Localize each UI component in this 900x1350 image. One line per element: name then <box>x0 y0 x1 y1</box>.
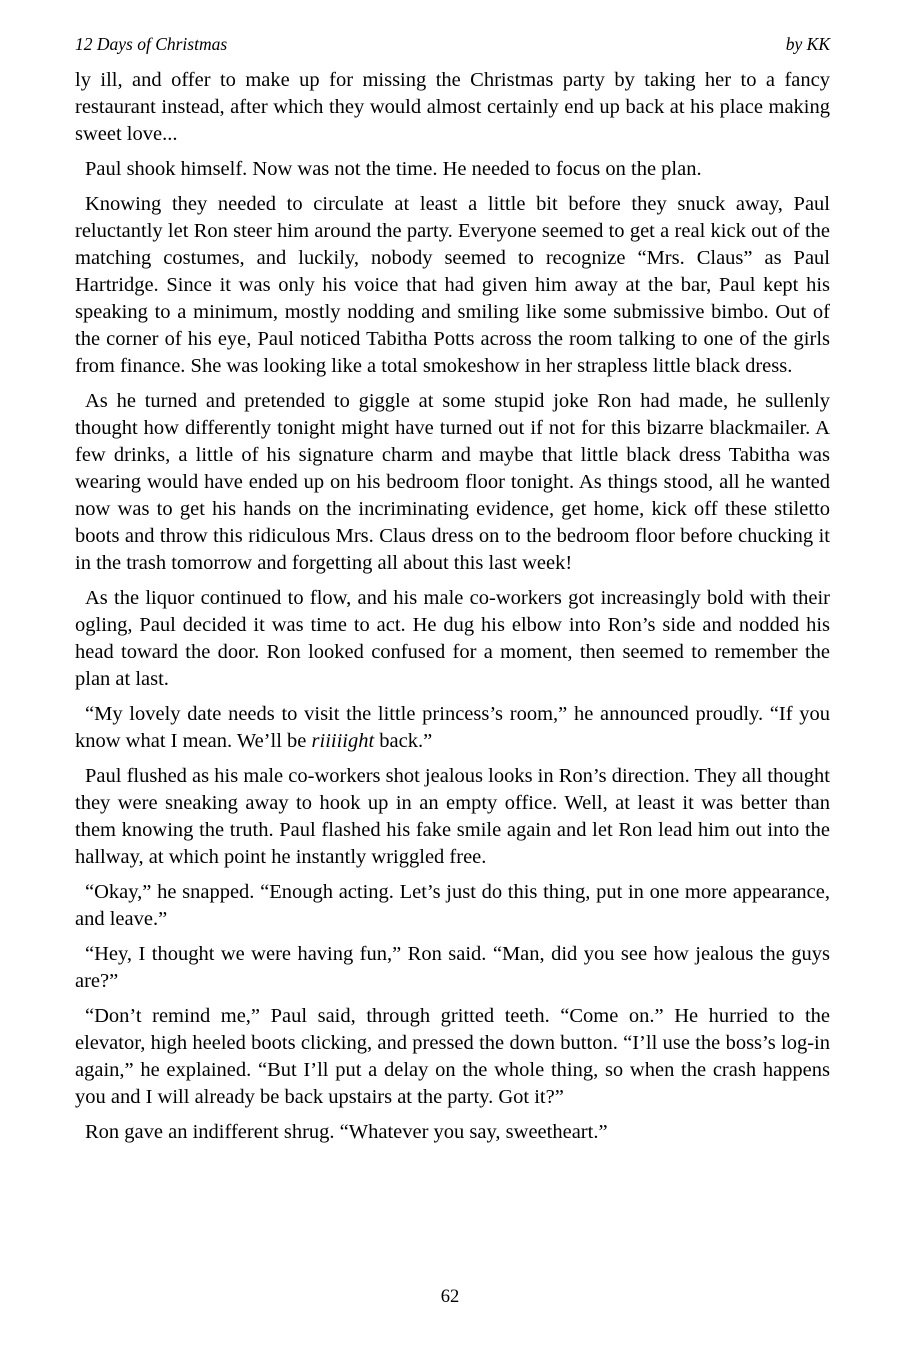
paragraph <box>75 763 830 871</box>
text-segment: Paul flushed as his male co-workers shot jealous looks in Ron’s direction. They all thought they were sneaking away to hook up in an empty office. Well, at least it was better than them knowing the truth. Paul flashed his fake smile again and let Ron lead him out into the hallway, at which point he instantly wriggled free. <box>75 765 830 868</box>
text-segment: “Hey, I thought we were having fun,” Ron said. “Man, did you see how jealous the guys are?” <box>75 943 830 992</box>
paragraph <box>75 941 830 995</box>
paragraph <box>75 191 830 380</box>
paragraph <box>75 879 830 933</box>
italic-text-segment: riiiiight <box>311 730 375 752</box>
paragraph <box>75 701 830 755</box>
paragraph <box>75 585 830 693</box>
story-text <box>75 67 830 1146</box>
text-segment: “Don’t remind me,” Paul said, through gritted teeth. “Come on.” He hurried to the elevator, high heeled boots clicking, and pressed the down button. “I’ll use the boss’s log-in again,” he explained. “But I’ll put a delay on the whole thing, so when the crash happens you and I will already be back upstairs at the party. Got it?” <box>75 1005 830 1108</box>
page-header <box>75 34 830 54</box>
text-segment: Paul shook himself. Now was not the time. He needed to focus on the plan. <box>85 158 702 180</box>
text-segment: Knowing they needed to circulate at least a little bit before they snuck away, Paul reluctantly let Ron steer him around the party. Everyone seemed to get a real kick out of the matching costumes, and luckily, nobody seemed to recognize “Mrs. Claus” as Paul Hartridge. Since it was only his voice that had given him away at the bar, Paul kept his speaking to a minimum, mostly nodding and smiling like some submissive bimbo. Out of the corner of his eye, Paul noticed Tabitha Potts across the room talking to one of the girls from finance. She was looking like a total smokeshow in her strapless little black dress. <box>75 193 830 377</box>
text-segment: As the liquor continued to flow, and his male co-workers got increasingly bold with their ogling, Paul decided it was time to act. He dug his elbow into Ron’s side and nodded his head toward the door. Ron looked confused for a moment, then seemed to remember the plan at last. <box>75 587 830 690</box>
text-segment: Ron gave an indifferent shrug. “Whatever you say, sweetheart.” <box>85 1121 608 1143</box>
text-segment: back.” <box>374 730 433 752</box>
text-segment: “Okay,” he snapped. “Enough acting. Let’s just do this thing, put in one more appearance, and leave.” <box>75 881 830 930</box>
page-number: 62 <box>440 1287 460 1307</box>
text-segment: “My lovely date needs to visit the little princess’s room,” he announced proudly. “If you know what I mean. We’ll be <box>75 703 830 752</box>
text-segment: As he turned and pretended to giggle at some stupid joke Ron had made, he sullenly thought how differently tonight might have turned out if not for this bizarre blackmailer. A few drinks, a little of his signature charm and maybe that little black dress Tabitha was wearing would have ended up on his bedroom floor tonight. As things stood, all he wanted now was to get his hands on the incriminating evidence, get home, kick off these stiletto boots and throw this ridiculous Mrs. Claus dress on to the bedroom floor before chucking it in the trash tomorrow and forgetting all about this last week! <box>75 390 830 574</box>
paragraph <box>75 67 830 148</box>
paragraph <box>75 1003 830 1111</box>
text-segment: ly ill, and offer to make up for missing the Christmas party by taking her to a fancy restaurant instead, after which they would almost certainly end up back at his place making sweet love... <box>75 69 830 145</box>
paragraph <box>75 1119 830 1146</box>
running-title: 12 Days of Christmas <box>75 34 228 54</box>
paragraph <box>75 156 830 183</box>
running-author: by KK <box>785 34 830 54</box>
paragraph <box>75 388 830 577</box>
